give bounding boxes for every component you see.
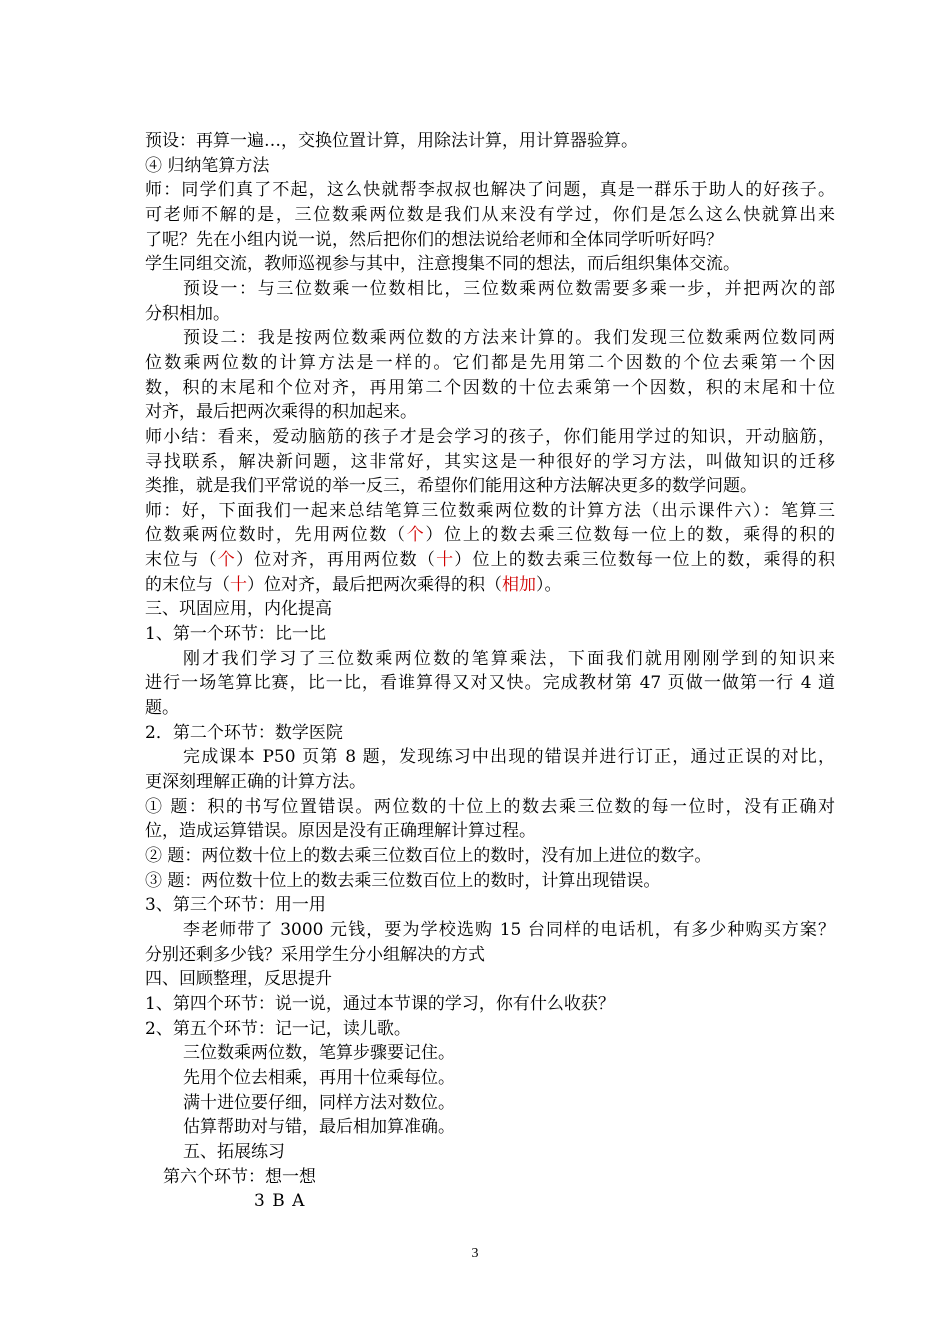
text-line: 进行一场笔算比赛，比一比，看谁算得又对又快。完成教材第 47 页做一做第一行 4 道 xyxy=(145,673,835,693)
text-line xyxy=(145,522,835,548)
page-number: 3 xyxy=(471,1246,479,1261)
puzzle-line: 3 B A xyxy=(254,1191,306,1211)
text-line: ① 题：积的书写位置错误。两位数的十位上的数去乘三位数的每一位时，没有正确对 xyxy=(145,797,835,817)
text-line: 完成课本 P50 页第 8 题，发现练习中出现的错误并进行订正，通过正误的对比， xyxy=(183,747,835,767)
text-span: 末位与（ xyxy=(145,550,218,570)
text-span: ）。 xyxy=(536,575,562,595)
text-span: ）位对齐，再用两位数（ xyxy=(235,550,437,570)
subsection-heading: 1、第一个环节：比一比 xyxy=(145,624,326,644)
text-line: 师：好，下面我们一起来总结笔算三位数乘两位数的计算方法（出示课件六）：笔算三 xyxy=(145,501,835,521)
text-span: ）位上的数去乘三位数每一位上的数，乘得的积的 xyxy=(425,525,836,545)
text-line: 师小结：看来，爱动脑筋的孩子才是会学习的孩子，你们能用学过的知识，开动脑筋， xyxy=(145,427,835,447)
text-line: 预设：再算一遍…，交换位置计算，用除法计算，用计算器验算。 xyxy=(145,131,638,151)
answer-span: 十 xyxy=(436,550,455,570)
answer-span: 十 xyxy=(230,575,247,595)
text-line: 位，造成运算错误。原因是没有正确理解计算过程。 xyxy=(145,821,536,841)
text-line: 可老师不解的是，三位数乘两位数是我们从来没有学过，你们是怎么这么快就算出来 xyxy=(145,205,835,225)
poem-line: 先用个位去相乘，再用十位乘每位。 xyxy=(183,1068,455,1088)
answer-span: 个 xyxy=(406,525,426,545)
text-line: ② 题：两位数十位上的数去乘三位数百位上的数时，没有加上进位的数字。 xyxy=(145,846,712,866)
text-line: 对齐，最后把两次乘得的积加起来。 xyxy=(145,402,417,422)
answer-span: 相加 xyxy=(502,575,536,595)
text-line: 学生同组交流，教师巡视参与其中，注意搜集不同的想法，而后组织集体交流。 xyxy=(145,254,740,274)
text-line xyxy=(145,572,562,598)
text-line: 李老师带了 3000 元钱，要为学校选购 15 台同样的电话机，有多少种购买方案？ xyxy=(183,920,835,940)
text-span: ）位对齐，最后把两次乘得的积（ xyxy=(247,575,502,595)
poem-line: 估算帮助对与错，最后相加算准确。 xyxy=(183,1117,455,1137)
subsection-heading: 第六个环节：想一想 xyxy=(163,1167,316,1187)
poem-line: 满十进位要仔细，同样方法对数位。 xyxy=(183,1093,455,1113)
subsection-heading: 3、第三个环节：用一用 xyxy=(145,895,326,915)
text-line: 了呢？先在小组内说一说，然后把你们的想法说给老师和全体同学听听好吗？ xyxy=(145,230,723,250)
answer-span: 个 xyxy=(217,550,236,570)
section-heading: 五、拓展练习 xyxy=(183,1142,285,1162)
subsection-heading: 1、第四个环节：说一说，通过本节课的学习，你有什么收获？ xyxy=(145,994,615,1014)
text-line: 类推，就是我们平常说的举一反三，希望你们能用这种方法解决更多的数学问题。 xyxy=(145,476,757,496)
text-line: 预设一：与三位数乘一位数相比，三位数乘两位数需要多乘一步，并把两次的部 xyxy=(183,279,835,299)
text-line: 位数乘两位数的计算方法是一样的。它们都是先用第二个因数的个位去乘第一个因 xyxy=(145,353,835,373)
text-line: 师：同学们真了不起，这么快就帮李叔叔也解决了问题，真是一群乐于助人的好孩子。 xyxy=(145,180,835,200)
text-span: 的末位与（ xyxy=(145,575,230,595)
text-line: ③ 题：两位数十位上的数去乘三位数百位上的数时，计算出现错误。 xyxy=(145,871,661,891)
text-line: 预设二：我是按两位数乘两位数的方法来计算的。我们发现三位数乘两位数同两 xyxy=(183,328,835,348)
poem-line: 三位数乘两位数，笔算步骤要记住。 xyxy=(183,1043,455,1063)
text-line: 更深刻理解正确的计算方法。 xyxy=(145,772,366,792)
text-line: 刚才我们学习了三位数乘两位数的笔算乘法，下面我们就用刚刚学到的知识来 xyxy=(183,649,835,669)
text-line: 分积相加。 xyxy=(145,304,230,324)
section-heading: 三、巩固应用，内化提高 xyxy=(145,599,332,619)
text-span: 位数乘两位数时，先用两位数（ xyxy=(145,525,407,545)
text-line: 寻找联系，解决新问题，这非常好，其实这是一种很好的学习方法，叫做知识的迁移 xyxy=(145,452,835,472)
text-span: ）位上的数去乘三位数每一位上的数，乘得的积 xyxy=(454,550,836,570)
text-line: 分别还剩多少钱？采用学生分小组解决的方式 xyxy=(145,945,485,965)
text-line: 题。 xyxy=(145,698,179,718)
text-line: 数，积的末尾和个位对齐，再用第二个因数的十位去乘第一个因数，积的末尾和十位 xyxy=(145,378,835,398)
subsection-heading: 2、第五个环节：记一记，读儿歌。 xyxy=(145,1019,411,1039)
section-heading: 四、回顾整理，反思提升 xyxy=(145,969,332,989)
section-heading: ④ 归纳笔算方法 xyxy=(145,156,270,176)
text-line xyxy=(145,547,835,573)
subsection-heading: 2．第二个环节：数学医院 xyxy=(145,723,343,743)
